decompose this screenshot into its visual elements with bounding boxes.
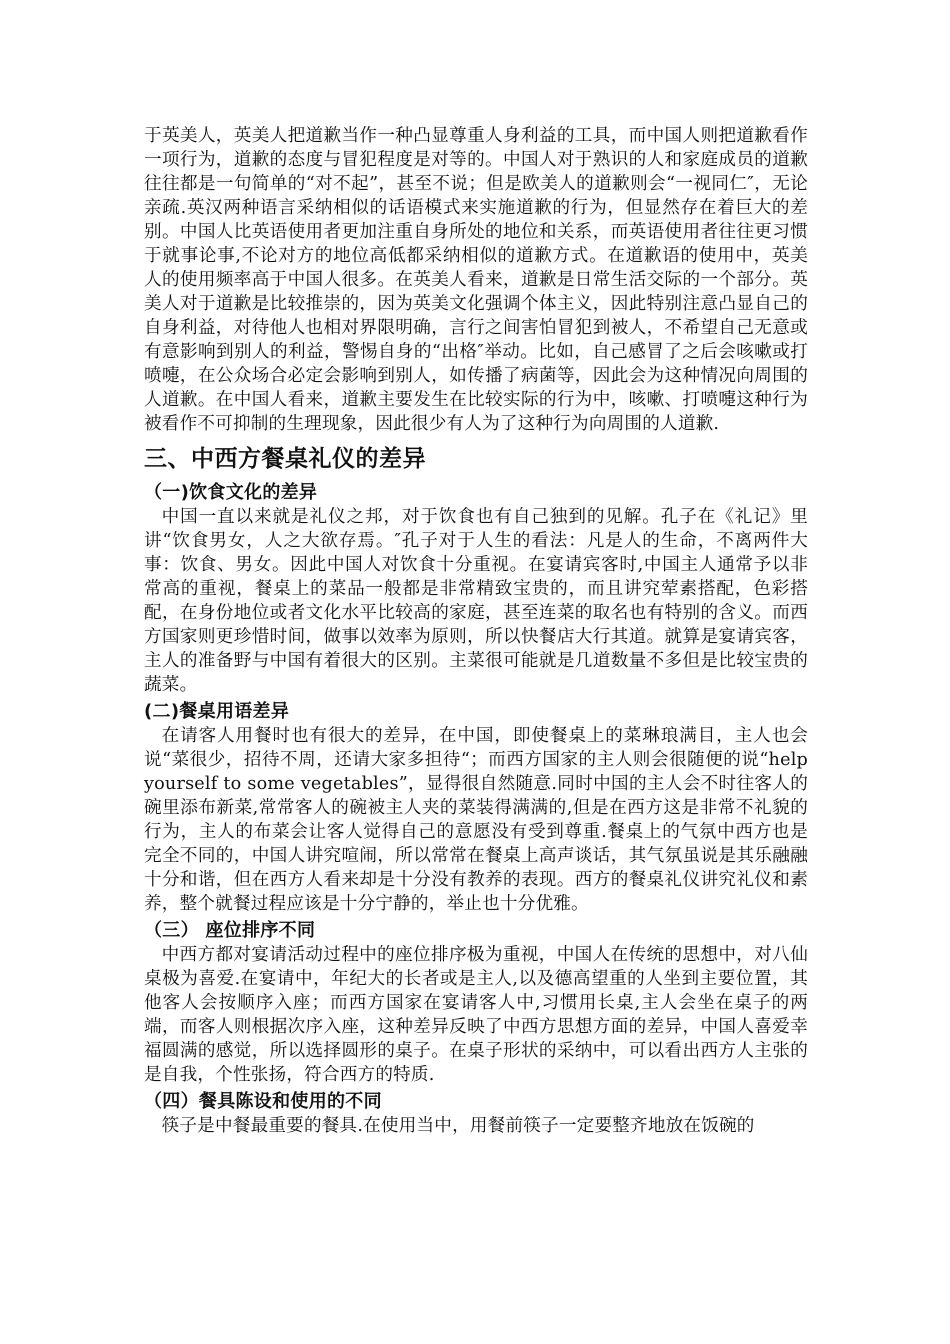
subsection-heading-tableware: （四）餐具陈设和使用的不同 [144, 1091, 382, 1112]
subsection-body-diet-culture: 中国一直以来就是礼仪之邦，对于饮食也有自己独到的见解。孔子在《礼记》里讲“饮食男女，人之大欲存焉。″孔子对于人生的看法：凡是人的生命，不离两件大事：饮食、男女。因此中国人对饮食十分重视。在宴请宾客时,中国主人通常予以非常高的重视，餐桌上的菜品一般都是非常精致宝贵的，而且讲究荤素搭配，色彩搭配，在身份地位或者文化水平比较高的家庭，甚至连菜的取名也有特别的含义。而西方国家则更珍惜时间，做事以效率为原则，所以快餐店大行其道。就算是宴请宾客，主人的准备野与中国有着很大的区别。主菜很可能就是几道数量不多但是比较宝贵的蔬菜。 [144, 507, 808, 695]
subsection-heading-table-language: (二)餐桌用语差异 [144, 701, 290, 722]
subsection-body-seating-order: 中西方都对宴请活动过程中的座位排序极为重视，中国人在传统的思想中，对八仙桌极为喜爱.在宴请中，年纪大的长者或是主人,以及德高望重的人坐到主要位置，其他客人会按顺序入座；而西方国家在宴请客人中,习惯用长桌,主人会坐在桌子的两端，而客人则根据次序入座，这种差异反映了中西方思想方面的差异，中国人喜爱幸福圆满的感觉，所以选择圆形的桌子。在桌子形状的采纳中，可以看出西方人主张的是自我，个性张扬，符合西方的特质. [144, 945, 808, 1085]
intro-paragraph: 于英美人，英美人把道歉当作一种凸显尊重人身利益的工具，而中国人则把道歉看作一项行为，道歉的态度与冒犯程度是对等的。中国人对于熟识的人和家庭成员的道歉往往都是一句简单的“对不起”，甚至不说；但是欧美人的道歉则会“一视同仁″，无论亲疏.英汉两种语言采纳相似的话语模式来实施道歉的行为，但显然存在着巨大的差别。中国人比英语使用者更加注重自身所处的地位和关系，而英语使用者往往更习惯于就事论事,不论对方的地位高低都采纳相似的道歉方式。在道歉语的使用中，英美人的使用频率高于中国人很多。在英美人看来，道歉是日常生活交际的一个部分。英美人对于道歉是比较推崇的，因为英美文化强调个体主义，因此特别注意凸显自己的自身利益，对待他人也相对界限明确，言行之间害怕冒犯到被人，不希望自己无意或有意影响到别人的利益，警惕自身的“出格″举动。比如，自己感冒了之后会咳嗽或打喷嚏，在公众场合必定会影响到别人，如传播了病菌等，因此会为这种情况向周围的人道歉。在中国人看来，道歉主要发生在比较实际的行为中，咳嗽、打喷嚏这种行为被看作不可抑制的生理现象，因此很少有人为了这种行为向周围的人道歉. [144, 126, 808, 434]
section-heading: 三、中西方餐桌礼仪的差异 [144, 446, 426, 472]
subsection-heading-diet-culture: （一)饮食文化的差异 [144, 482, 318, 503]
subsection-heading-seating-order: （三） 座位排序不同 [144, 920, 316, 941]
document-page [144, 124, 808, 1138]
subsection-body-table-language: 在请客人用餐时也有很大的差异，在中国，即使餐桌上的菜琳琅满目，主人也会说“菜很少，招待不周，还请大家多担待“；而西方国家的主人则会很随便的说“help yourself to some vegetables”，显得很自然随意.同时中国的主人会不时往客人的碗里添布新菜,常常客人的碗被主人夹的菜装得满满的,但是在西方这是非常不礼貌的行为，主人的布菜会让客人觉得自己的意愿没有受到尊重.餐桌上的气氛中西方也是完全不同的，中国人讲究喧闹，所以常常在餐桌上高声谈话，其气氛虽说是其乐融融十分和谐，但在西方人看来却是十分没有教养的表现。西方的餐桌礼仪讲究礼仪和素养，整个就餐过程应该是十分宁静的，举止也十分优雅。 [144, 726, 808, 914]
subsection-body-tableware: 筷子是中餐最重要的餐具.在使用当中，用餐前筷子一定要整齐地放在饭碗的 [161, 1116, 755, 1136]
